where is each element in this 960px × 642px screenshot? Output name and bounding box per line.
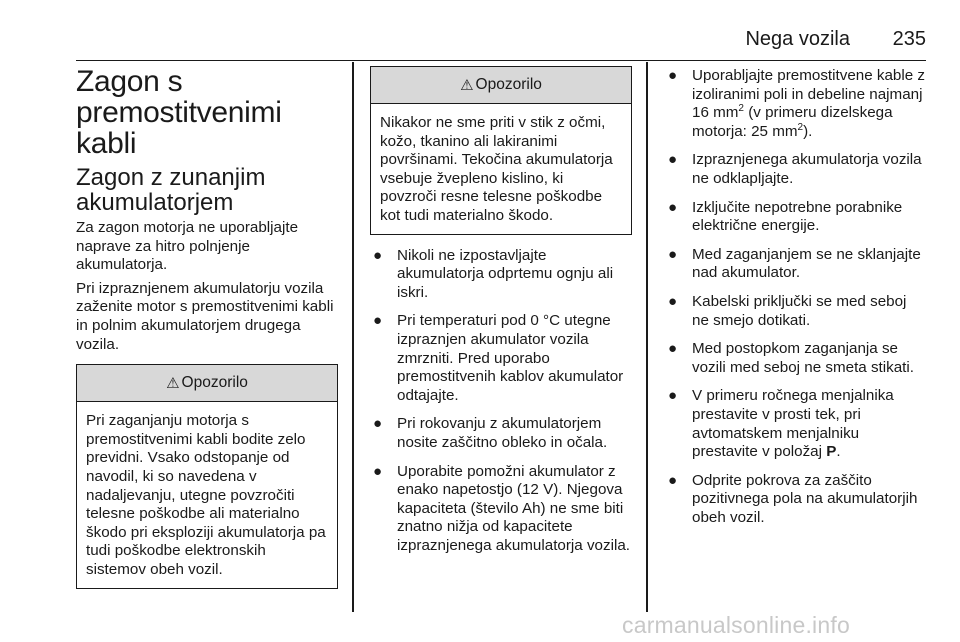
bullet-icon: ● — [373, 415, 383, 433]
section-title: Nega vozila — [745, 28, 850, 50]
warning-triangle-icon: ⚠ — [460, 77, 474, 94]
list-item: ● Izpraznjenega akumulatorja vozila ne odklapljajte. — [668, 151, 922, 187]
bullet-icon: ● — [668, 151, 678, 169]
warning-box — [76, 364, 338, 588]
bullet-icon: ● — [668, 67, 678, 84]
bullet-icon: ● — [373, 312, 383, 330]
column-left — [76, 62, 338, 589]
subsection-heading: Zagon z zunanjim akumulatorjem — [76, 164, 266, 216]
column-divider — [646, 62, 648, 612]
bullet-icon: ● — [668, 471, 678, 489]
bullet-icon: ● — [668, 387, 678, 405]
page-number: 235 — [892, 28, 926, 50]
warning-title: Opozorilo — [181, 374, 248, 392]
column-right — [665, 62, 927, 537]
list-item: ● Odprite pokrova za zaščito pozitivnega pola na akumulatorjih obeh vozil. — [668, 471, 918, 526]
section-heading: Zagon s premostitvenimi kabli — [76, 65, 282, 160]
column-divider — [352, 62, 354, 612]
list-item: ● Kabelski priključki se med seboj ne smejo dotikati. — [668, 292, 907, 329]
bullet-list — [370, 247, 632, 556]
bullet-icon: ● — [668, 198, 678, 216]
list-item: ● Med zaganjanjem se ne sklanjajte nad akumulator. — [668, 245, 921, 282]
list-item: ● Uporabite pomožni akumulator z enako napetostjo (12 V). Njegova kapaciteta (število Ah) ne sme biti znatno nižja od kapacitete izpraznjenega akumulatorja vozila. — [373, 462, 631, 554]
bullet-icon: ● — [668, 245, 678, 263]
bullet-list — [665, 67, 927, 527]
page-header — [76, 24, 926, 61]
bullet-icon: ● — [668, 292, 678, 310]
bullet-icon: ● — [668, 340, 678, 358]
bullet-icon: ● — [373, 462, 383, 480]
warning-header — [371, 67, 631, 104]
warning-header — [77, 365, 337, 402]
warning-box — [370, 66, 632, 235]
list-item: ● Nikoli ne izpostavljajte akumulatorja odprtemu ognju ali iskri. — [373, 246, 614, 301]
list-item: ● Uporabljajte premostitvene kable z izoliranimi poli in debeline najmanj 16 $mm^2$ (v primeru dizelskega motorja: 25 $mm^2$). — [668, 67, 925, 140]
watermark: carmanualsonline.info — [622, 612, 850, 638]
list-item: ● Izključite nepotrebne porabnike električne energije. — [668, 198, 903, 235]
column-middle — [370, 62, 632, 565]
list-item: ● Med postopkom zaganjanja se vozili med seboj ne smeta stikati. — [668, 340, 914, 376]
list-item: ● Pri rokovanju z akumulatorjem nosite zaščitno obleko in očala. — [373, 415, 608, 451]
list-item: ● Pri temperaturi pod 0 °C utegne izpraznjen akumulator vozila zmrzniti. Pred uporabo premostitvenih kablov akumulator odtajajte. — [373, 312, 624, 404]
list-item: ● V primeru ročnega menjalnika prestavite v prosti tek, pri avtomatskem menjalniku prestavite v položaj P. — [668, 387, 894, 461]
paragraph: Pri izpraznjenem akumulatorju vozila zaženite motor s premostitvenimi kabli in polnim akumulatorjem drugega vozila. — [76, 279, 334, 353]
paragraph: Za zagon motorja ne uporabljajte naprave za hitro polnjenje akumulatorja. — [76, 219, 299, 274]
warning-title: Opozorilo — [475, 76, 542, 93]
warning-text: Nikakor ne sme priti v stik z očmi, kožo, tkanino ali lakiranimi površinami. Tekočina akumulatorja vsebuje žvepleno kislino, ki povzroči resne telesne poškodbe kot tudi materialno škodo. — [380, 114, 613, 224]
warning-text: Pri zaganjanju motorja s premostitvenimi kabli bodite zelo previdni. Vsako odstopanje od navodil, ki so navedena v nadaljevanju, utegne povzročiti telesne poškodbe ali materialno škodo pri eksploziji akumulatorja pa tudi poškodbe elektronskih sistemov obeh vozil. — [86, 412, 326, 578]
bullet-icon: ● — [373, 246, 383, 264]
warning-triangle-icon: ⚠ — [166, 375, 180, 393]
